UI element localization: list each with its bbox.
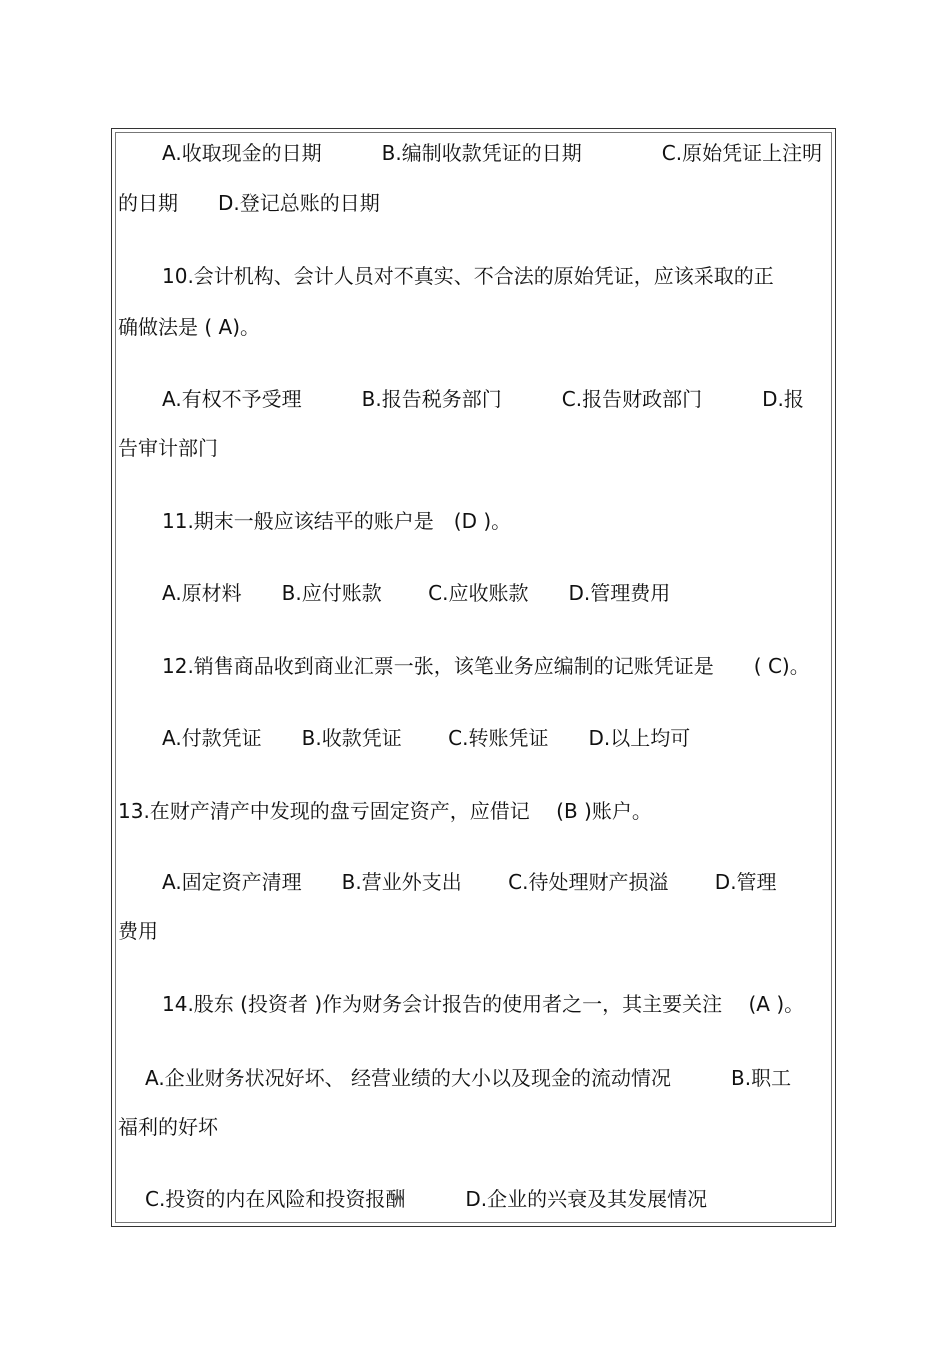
q14-options-line-3: C.投资的内在风险和投资报酬 D.企业的兴衰及其发展情况 (145, 1187, 708, 1211)
q10-question-line-2: 确做法是 ( A)。 (118, 315, 261, 339)
q14-options-line-1: A.企业财务状况好坏、 经营业绩的大小以及现金的流动情况 B.职工 (145, 1066, 792, 1090)
q14-options-line-2: 福利的好坏 (118, 1115, 218, 1139)
q13-options-line-2: 费用 (118, 919, 158, 943)
q9-options-line-2: 的日期 D.登记总账的日期 (118, 191, 380, 215)
q10-options-line-2: 告审计部门 (118, 436, 218, 460)
q10-options-line-1: A.有权不予受理 B.报告税务部门 C.报告财政部门 D.报 (162, 387, 804, 411)
q10-question-line-1: 10.会计机构、会计人员对不真实、不合法的原始凭证，应该采取的正 (162, 264, 774, 288)
q11-question: 11.期末一般应该结平的账户是 (D )。 (162, 509, 512, 533)
q11-options: A.原材料 B.应付账款 C.应收账款 D.管理费用 (162, 581, 671, 605)
q12-question: 12.销售商品收到商业汇票一张，该笔业务应编制的记账凭证是 ( C)。 (162, 654, 810, 678)
q9-options-line-1: A.收取现金的日期 B.编制收款凭证的日期 C.原始凭证上注明 (162, 141, 823, 165)
q14-question: 14.股东 (投资者 )作为财务会计报告的使用者之一，其主要关注 (A )。 (162, 992, 805, 1016)
q12-options: A.付款凭证 B.收款凭证 C.转账凭证 D.以上均可 (162, 726, 691, 750)
q13-options-line-1: A.固定资产清理 B.营业外支出 C.待处理财产损溢 D.管理 (162, 870, 777, 894)
q13-question: 13.在财产清产中发现的盘亏固定资产，应借记 (B )账户。 (118, 799, 652, 823)
